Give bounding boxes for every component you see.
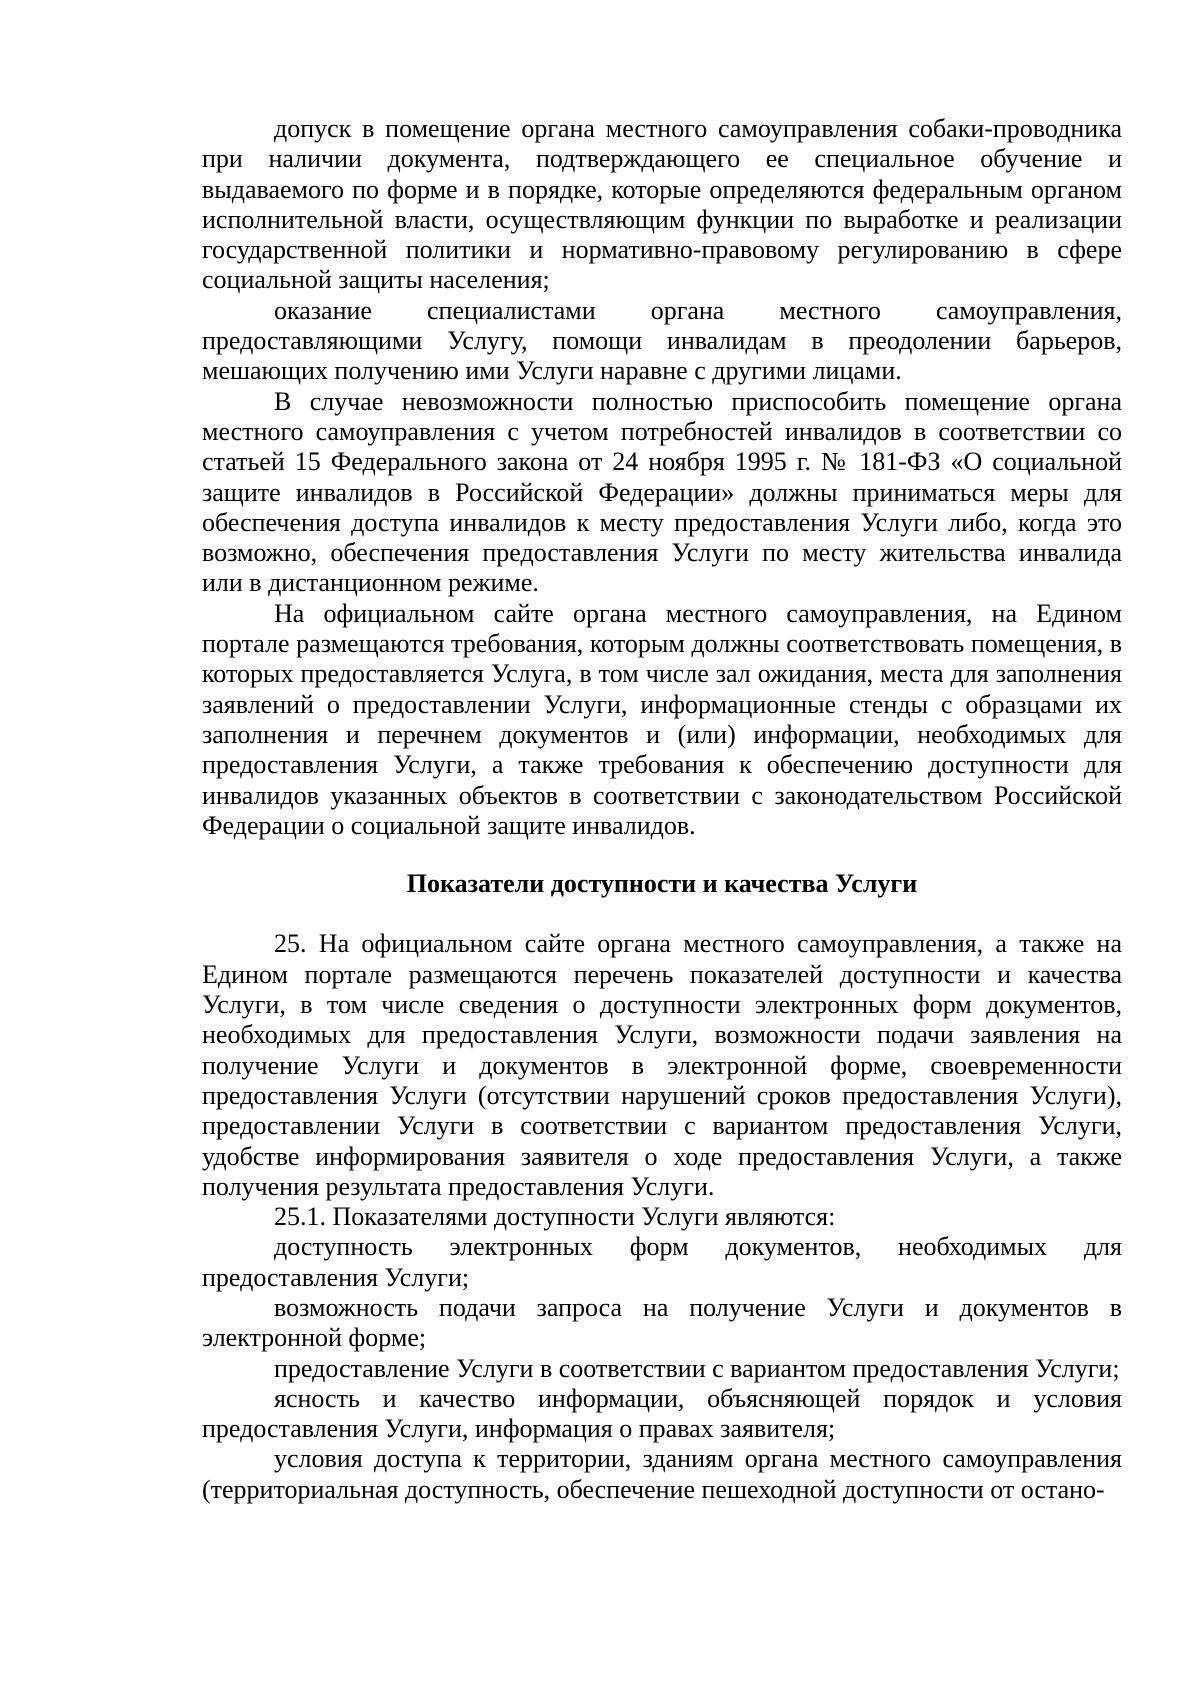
list-item-access-conditions: условия доступа к территории, зданиям органа местного самоуправления (территориальная доступность, обеспечение пешеходной доступности от остано- (202, 1444, 1122, 1504)
list-item-clarity: ясность и качество информации, объясняющей порядок и условия предоставления Услуги, информация о правах заявителя; (202, 1383, 1122, 1444)
paragraph-impossibility: В случае невозможности полностью приспособить помещение органа местного самоуправления с учетом потребностей инвалидов в соответствии со статьей 15 Федерального закона от 24 ноября 1995 г. № 181-ФЗ «О социальной защите инвалидов в Российской Федерации» должны приниматься меры для обеспечения доступа инвалидов к месту предоставления Услуги либо, когда это возможно, обеспечения предоставления Услуги по месту жительства инвалида или в дистанционном режиме. (202, 386, 1122, 598)
section-heading: Показатели доступности и качества Услуги (406, 869, 918, 899)
paragraph-guide-dog: допуск в помещение органа местного самоуправления собаки-проводника при наличии документа, подтверждающего ее специальное обучение и выдаваемого по форме и в порядке, которые определяются федеральным органом исполнительной власти, осуществляющим функции по выработке и реализации государственной политики и нормативно-правовому регулированию в сфере социальной защиты населения; (202, 114, 1122, 295)
paragraph-25: 25. На официальном сайте органа местного самоуправления, а также на Едином портале размещаются перечень показателей доступности и качества Услуги, в том числе сведения о доступности электронных форм документов, необходимых для предоставления Услуги, возможности подачи заявления на получение Услуги и документов в электронной форме, своевременности предоставления Услуги (отсутствии нарушений сроков предоставления Услуги), предоставлении Услуги в соответствии с вариантом предоставления Услуги, удобстве информирования заявителя о ходе предоставления Услуги, а также получения результата предоставления Услуги. (202, 929, 1122, 1201)
paragraph-official-site: На официальном сайте органа местного самоуправления, на Едином портале размещаются требования, которым должны соответствовать помещения, в которых предоставляется Услуга, в том числе зал ожидания, места для заполнения заявлений о предоставлении Услуги, информационные стенды с образцами их заполнения и перечнем документов и (или) информации, необходимых для предоставления Услуги, а также требования к обеспечению доступности для инвалидов указанных объектов в соответствии с законодательством Российской Федерации о социальной защите инвалидов. (202, 598, 1122, 840)
list-item-request-submission: возможность подачи запроса на получение Услуги и документов в электронной форме; (202, 1292, 1122, 1353)
list-item-variant: предоставление Услуги в соответствии с вариантом предоставления Услуги; (274, 1353, 1120, 1383)
paragraph-25-1: 25.1. Показателями доступности Услуги являются: (274, 1202, 836, 1232)
document-page (202, 114, 1122, 1505)
list-item-electronic-forms: доступность электронных форм документов, необходимых для предоставления Услуги; (202, 1232, 1122, 1292)
paragraph-specialist-help: оказание специалистами органа местного самоуправления, предоставляющими Услугу, помощи инвалидам в преодолении барьеров, мешающих получению ими Услуги наравне с другими лицами. (202, 295, 1122, 386)
